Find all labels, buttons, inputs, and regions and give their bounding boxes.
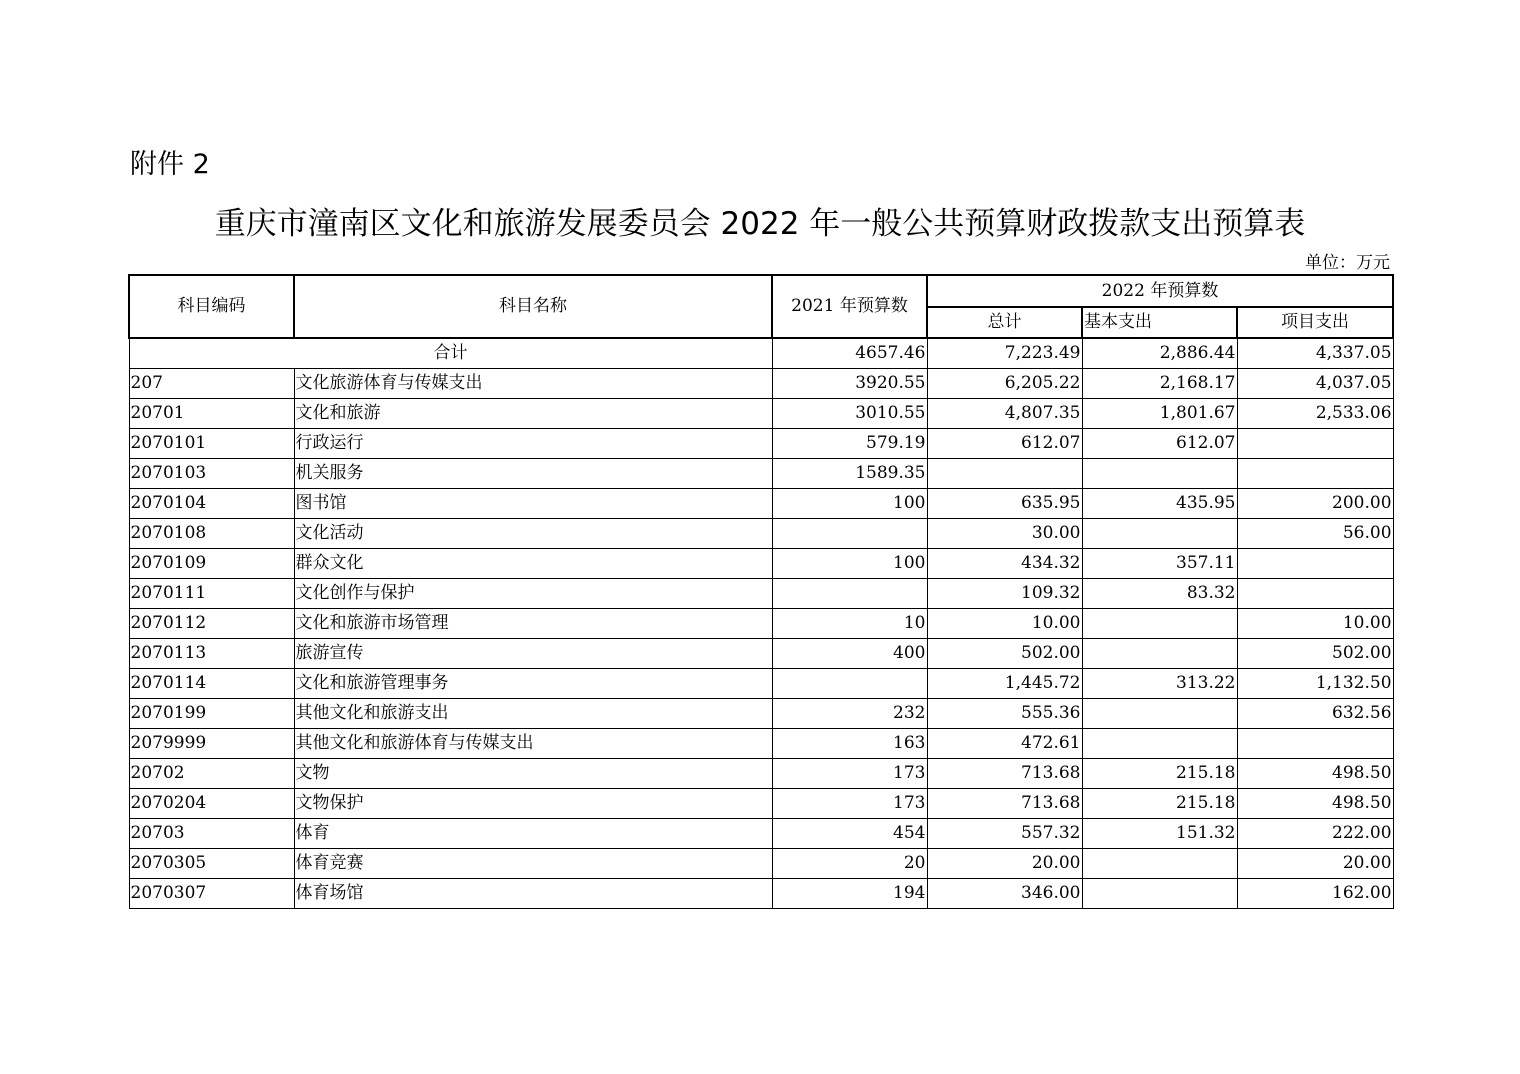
table-row	[129, 789, 1393, 819]
row-budget-2021: 579.19	[772, 429, 927, 459]
row-name: 文化和旅游管理事务	[294, 669, 772, 699]
row-basic: 1,801.67	[1082, 399, 1237, 429]
row-basic	[1082, 729, 1237, 759]
row-code: 20701	[129, 399, 294, 429]
row-total	[927, 459, 1082, 489]
row-project: 222.00	[1237, 819, 1393, 849]
row-name: 体育场馆	[294, 879, 772, 909]
row-total: 1,445.72	[927, 669, 1082, 699]
row-name: 文化创作与保护	[294, 579, 772, 609]
row-code: 20702	[129, 759, 294, 789]
row-total: 635.95	[927, 489, 1082, 519]
row-budget-2021: 20	[772, 849, 927, 879]
table-row	[129, 879, 1393, 909]
row-name: 文化旅游体育与传媒支出	[294, 369, 772, 399]
row-project: 20.00	[1237, 849, 1393, 879]
row-budget-2021: 100	[772, 489, 927, 519]
row-budget-2021: 3920.55	[772, 369, 927, 399]
row-total: 713.68	[927, 789, 1082, 819]
table-row	[129, 429, 1393, 459]
row-total: 109.32	[927, 579, 1082, 609]
row-budget-2021: 1589.35	[772, 459, 927, 489]
total-row	[129, 338, 1393, 369]
row-name: 其他文化和旅游体育与传媒支出	[294, 729, 772, 759]
row-name: 文物	[294, 759, 772, 789]
row-total: 10.00	[927, 609, 1082, 639]
row-budget-2021	[772, 519, 927, 549]
unit-label: 单位：万元	[1305, 253, 1390, 273]
row-project	[1237, 459, 1393, 489]
row-code: 2070104	[129, 489, 294, 519]
table-row	[129, 549, 1393, 579]
row-budget-2021: 232	[772, 699, 927, 729]
header-budget-2022: 2022 年预算数	[927, 275, 1393, 307]
row-project: 2,533.06	[1237, 399, 1393, 429]
row-basic: 313.22	[1082, 669, 1237, 699]
row-budget-2021	[772, 669, 927, 699]
table-header	[129, 275, 1393, 338]
row-basic: 151.32	[1082, 819, 1237, 849]
row-project	[1237, 549, 1393, 579]
table-row	[129, 519, 1393, 549]
row-name: 机关服务	[294, 459, 772, 489]
row-basic	[1082, 699, 1237, 729]
table-row	[129, 579, 1393, 609]
table-row	[129, 849, 1393, 879]
row-code: 2070204	[129, 789, 294, 819]
row-basic	[1082, 849, 1237, 879]
row-project: 200.00	[1237, 489, 1393, 519]
row-basic: 2,168.17	[1082, 369, 1237, 399]
row-basic	[1082, 639, 1237, 669]
row-project	[1237, 429, 1393, 459]
row-name: 群众文化	[294, 549, 772, 579]
row-basic: 435.95	[1082, 489, 1237, 519]
total-budget-2021: 4657.46	[772, 338, 927, 369]
total-label: 合计	[129, 338, 772, 369]
row-total: 20.00	[927, 849, 1082, 879]
table-row	[129, 489, 1393, 519]
row-total: 612.07	[927, 429, 1082, 459]
row-name: 文化和旅游市场管理	[294, 609, 772, 639]
header-code: 科目编码	[129, 275, 294, 338]
table-body	[129, 338, 1393, 909]
row-name: 文物保护	[294, 789, 772, 819]
row-budget-2021: 163	[772, 729, 927, 759]
row-code: 2070108	[129, 519, 294, 549]
row-total: 472.61	[927, 729, 1082, 759]
row-code: 2070113	[129, 639, 294, 669]
row-total: 502.00	[927, 639, 1082, 669]
row-code: 2070307	[129, 879, 294, 909]
table-row	[129, 729, 1393, 759]
row-code: 2070305	[129, 849, 294, 879]
row-budget-2021: 100	[772, 549, 927, 579]
row-project	[1237, 579, 1393, 609]
header-budget-2021: 2021 年预算数	[772, 275, 927, 338]
table-row	[129, 459, 1393, 489]
row-code: 207	[129, 369, 294, 399]
row-total: 434.32	[927, 549, 1082, 579]
table-row	[129, 609, 1393, 639]
row-name: 旅游宣传	[294, 639, 772, 669]
row-total: 30.00	[927, 519, 1082, 549]
row-name: 体育竞赛	[294, 849, 772, 879]
row-code: 2070103	[129, 459, 294, 489]
row-code: 2079999	[129, 729, 294, 759]
total-basic: 2,886.44	[1082, 338, 1237, 369]
row-project: 502.00	[1237, 639, 1393, 669]
row-project: 632.56	[1237, 699, 1393, 729]
row-code: 20703	[129, 819, 294, 849]
row-total: 6,205.22	[927, 369, 1082, 399]
row-code: 2070111	[129, 579, 294, 609]
table-row	[129, 399, 1393, 429]
row-basic	[1082, 879, 1237, 909]
row-project: 498.50	[1237, 759, 1393, 789]
table-row	[129, 639, 1393, 669]
row-budget-2021: 194	[772, 879, 927, 909]
header-total: 总计	[927, 307, 1082, 338]
row-basic: 83.32	[1082, 579, 1237, 609]
attachment-label: 附件 2	[130, 149, 210, 180]
row-total: 4,807.35	[927, 399, 1082, 429]
table-row	[129, 819, 1393, 849]
row-code: 2070101	[129, 429, 294, 459]
row-budget-2021: 10	[772, 609, 927, 639]
row-basic: 612.07	[1082, 429, 1237, 459]
document-title: 重庆市潼南区文化和旅游发展委员会 2022 年一般公共预算财政拨款支出预算表	[214, 206, 1306, 242]
row-project: 4,037.05	[1237, 369, 1393, 399]
budget-table	[128, 274, 1394, 909]
row-project: 56.00	[1237, 519, 1393, 549]
row-code: 2070114	[129, 669, 294, 699]
row-name: 文化和旅游	[294, 399, 772, 429]
row-basic	[1082, 519, 1237, 549]
total-project: 4,337.05	[1237, 338, 1393, 369]
row-total: 555.36	[927, 699, 1082, 729]
row-budget-2021: 3010.55	[772, 399, 927, 429]
row-budget-2021	[772, 579, 927, 609]
row-project: 1,132.50	[1237, 669, 1393, 699]
row-code: 2070112	[129, 609, 294, 639]
row-budget-2021: 173	[772, 759, 927, 789]
header-project: 项目支出	[1237, 307, 1393, 338]
row-total: 346.00	[927, 879, 1082, 909]
row-name: 图书馆	[294, 489, 772, 519]
row-code: 2070199	[129, 699, 294, 729]
row-project	[1237, 729, 1393, 759]
row-total: 557.32	[927, 819, 1082, 849]
row-code: 2070109	[129, 549, 294, 579]
row-basic	[1082, 459, 1237, 489]
row-project: 498.50	[1237, 789, 1393, 819]
row-basic: 215.18	[1082, 759, 1237, 789]
row-basic	[1082, 609, 1237, 639]
row-name: 体育	[294, 819, 772, 849]
row-budget-2021: 400	[772, 639, 927, 669]
row-budget-2021: 454	[772, 819, 927, 849]
table-row	[129, 669, 1393, 699]
total-total: 7,223.49	[927, 338, 1082, 369]
row-project: 162.00	[1237, 879, 1393, 909]
row-name: 行政运行	[294, 429, 772, 459]
row-basic: 215.18	[1082, 789, 1237, 819]
row-basic: 357.11	[1082, 549, 1237, 579]
header-name: 科目名称	[294, 275, 772, 338]
table-row	[129, 759, 1393, 789]
row-name: 其他文化和旅游支出	[294, 699, 772, 729]
header-basic: 基本支出	[1082, 307, 1237, 338]
row-budget-2021: 173	[772, 789, 927, 819]
table-row	[129, 699, 1393, 729]
table-row	[129, 369, 1393, 399]
row-project: 10.00	[1237, 609, 1393, 639]
row-total: 713.68	[927, 759, 1082, 789]
row-name: 文化活动	[294, 519, 772, 549]
